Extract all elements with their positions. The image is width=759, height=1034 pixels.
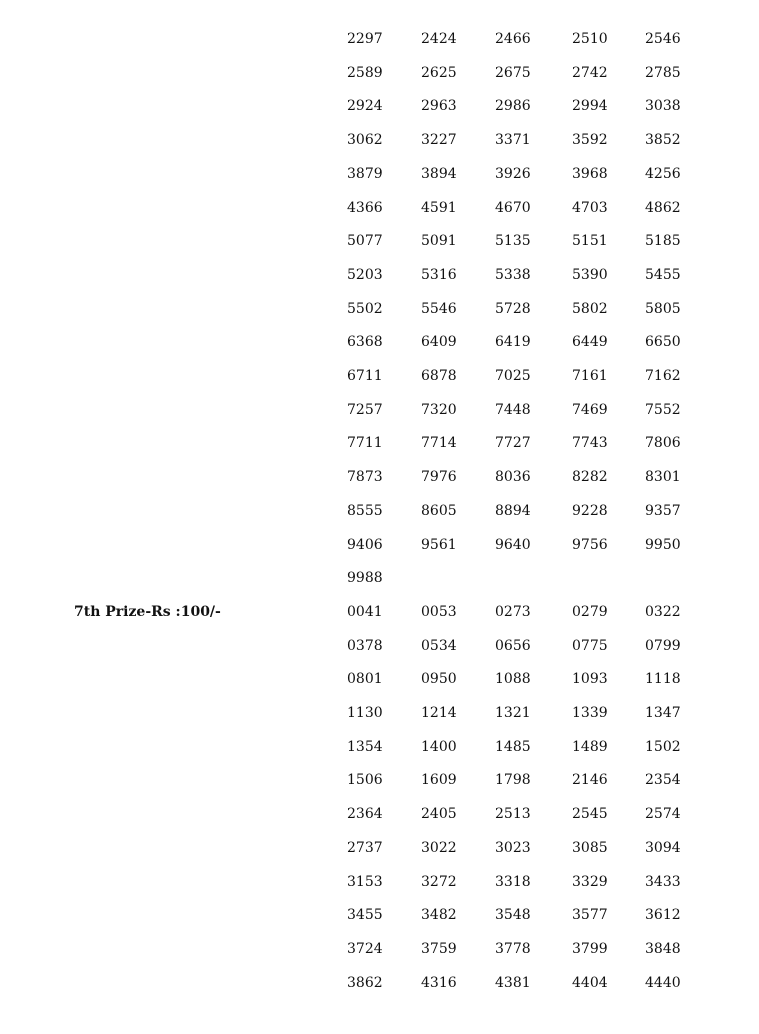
ticket-number: 1506: [347, 772, 383, 789]
ticket-number: 3227: [421, 132, 457, 149]
ticket-number: 3879: [347, 165, 383, 182]
ticket-number: 7162: [645, 368, 681, 384]
ticket-number: 1347: [645, 705, 681, 721]
ticket-number: 5390: [572, 266, 608, 283]
ticket-number: 3022: [421, 839, 457, 856]
ticket-number: 2546: [645, 31, 681, 47]
ticket-number: 1609: [421, 772, 457, 789]
ticket-number: 1093: [572, 671, 608, 688]
ticket-number: 7448: [495, 401, 531, 418]
number-row: [0, 198, 681, 218]
ticket-number: 2466: [495, 31, 531, 47]
ticket-number: 0799: [645, 637, 681, 654]
ticket-number: 3577: [572, 907, 608, 924]
ticket-number: 0273: [495, 603, 531, 620]
number-row: [0, 939, 681, 959]
ticket-number: 2354: [645, 772, 681, 789]
ticket-number: 6878: [421, 368, 457, 384]
number-row: [0, 366, 681, 386]
ticket-number: 3778: [495, 940, 531, 957]
number-row: [0, 433, 681, 453]
ticket-number: 0656: [495, 637, 531, 654]
ticket-number: 4440: [645, 974, 681, 991]
ticket-number: 3371: [495, 132, 531, 149]
ticket-number: 2545: [572, 806, 608, 823]
ticket-number: 9988: [347, 570, 383, 587]
ticket-number: 3592: [572, 132, 608, 149]
ticket-number: 2424: [421, 31, 457, 47]
ticket-number: 8894: [495, 502, 531, 519]
ticket-number: 9756: [572, 536, 608, 553]
ticket-number: 4381: [495, 974, 531, 991]
number-row: [0, 501, 681, 521]
ticket-number: 8605: [421, 502, 457, 519]
number-row: [0, 770, 681, 790]
number-row: [0, 838, 681, 858]
ticket-number: 5151: [572, 233, 608, 250]
ticket-number: 2785: [645, 64, 681, 81]
number-row: [0, 29, 681, 49]
prize-label: 7th Prize-Rs :100/-: [74, 603, 221, 620]
ticket-number: 5546: [421, 300, 457, 317]
ticket-number: 3023: [495, 839, 531, 856]
ticket-number: 2146: [572, 772, 608, 789]
ticket-number: 3094: [645, 839, 681, 856]
number-row: [0, 96, 681, 116]
ticket-number: 0041: [347, 603, 383, 620]
ticket-number: 7743: [572, 435, 608, 452]
ticket-number: 3153: [347, 873, 383, 890]
ticket-number: 7976: [421, 469, 457, 486]
ticket-number: 1088: [495, 671, 531, 688]
ticket-number: 3968: [572, 165, 608, 182]
number-row: [0, 130, 681, 150]
ticket-number: 8301: [645, 469, 681, 486]
ticket-number: 7727: [495, 435, 531, 452]
ticket-number: 3759: [421, 940, 457, 957]
ticket-number: 7320: [421, 401, 457, 418]
number-row: [0, 164, 681, 184]
ticket-number: 3926: [495, 165, 531, 182]
ticket-number: 1798: [495, 772, 531, 789]
ticket-number: 7714: [421, 435, 457, 452]
ticket-number: 5502: [347, 300, 383, 317]
ticket-number: 5805: [645, 300, 681, 317]
ticket-number: 2574: [645, 806, 681, 823]
ticket-number: 8282: [572, 469, 608, 486]
ticket-number: 5316: [421, 266, 457, 283]
ticket-number: 0775: [572, 637, 608, 654]
ticket-number: 0322: [645, 603, 681, 620]
ticket-number: 7469: [572, 401, 608, 418]
ticket-number: 2924: [347, 98, 383, 115]
ticket-number: 3062: [347, 132, 383, 149]
number-row: [0, 703, 681, 723]
ticket-number: 7873: [347, 469, 383, 486]
number-row: [0, 400, 681, 420]
ticket-number: 1354: [347, 738, 383, 755]
ticket-number: 7552: [645, 401, 681, 418]
ticket-number: 2675: [495, 64, 531, 81]
ticket-number: 3862: [347, 974, 383, 991]
ticket-number: 6449: [572, 334, 608, 351]
ticket-number: 4670: [495, 199, 531, 216]
ticket-number: 5802: [572, 300, 608, 317]
ticket-number: 2297: [347, 31, 383, 47]
ticket-number: 1485: [495, 738, 531, 755]
ticket-number: 9406: [347, 536, 383, 553]
ticket-number: 1118: [645, 671, 681, 688]
ticket-number: 8036: [495, 469, 531, 486]
ticket-number: 5077: [347, 233, 383, 250]
number-row: [0, 872, 681, 892]
number-row: [0, 568, 400, 588]
ticket-number: 0053: [421, 603, 457, 620]
ticket-number: 6711: [347, 368, 383, 384]
ticket-number: 1339: [572, 705, 608, 721]
number-row: [0, 602, 681, 622]
ticket-number: 4862: [645, 199, 681, 216]
ticket-number: 2737: [347, 839, 383, 856]
ticket-number: 5135: [495, 233, 531, 250]
ticket-number: 4591: [421, 199, 457, 216]
ticket-number: 9357: [645, 502, 681, 519]
ticket-number: 2986: [495, 98, 531, 115]
ticket-number: 3085: [572, 839, 608, 856]
ticket-number: 4366: [347, 199, 383, 216]
number-row: [0, 535, 681, 555]
ticket-number: 3852: [645, 132, 681, 149]
number-row: [0, 973, 681, 993]
ticket-number: 6368: [347, 334, 383, 351]
ticket-number: 9950: [645, 536, 681, 553]
ticket-number: 7161: [572, 368, 608, 384]
ticket-number: 3612: [645, 907, 681, 924]
ticket-number: 3799: [572, 940, 608, 957]
ticket-number: 0378: [347, 637, 383, 654]
ticket-number: 1489: [572, 738, 608, 755]
ticket-number: 2510: [572, 31, 608, 47]
ticket-number: 7025: [495, 368, 531, 384]
ticket-number: 7806: [645, 435, 681, 452]
number-row: [0, 636, 681, 656]
ticket-number: 3272: [421, 873, 457, 890]
ticket-number: 5728: [495, 300, 531, 317]
ticket-number: 4256: [645, 165, 681, 182]
ticket-number: 5091: [421, 233, 457, 250]
ticket-number: 3318: [495, 873, 531, 890]
ticket-number: 1502: [645, 738, 681, 755]
number-row: [0, 804, 681, 824]
ticket-number: 3455: [347, 907, 383, 924]
ticket-number: 2963: [421, 98, 457, 115]
ticket-number: 9561: [421, 536, 457, 553]
ticket-number: 6419: [495, 334, 531, 351]
number-row: [0, 737, 681, 757]
ticket-number: 4316: [421, 974, 457, 991]
ticket-number: 6409: [421, 334, 457, 351]
ticket-number: 5185: [645, 233, 681, 250]
ticket-number: 1214: [421, 705, 457, 721]
ticket-number: 4703: [572, 199, 608, 216]
ticket-number: 1321: [495, 705, 531, 721]
ticket-number: 0950: [421, 671, 457, 688]
ticket-number: 3038: [645, 98, 681, 115]
number-row: [0, 63, 681, 83]
ticket-number: 2364: [347, 806, 383, 823]
ticket-number: 0534: [421, 637, 457, 654]
number-row: [0, 669, 681, 689]
number-row: [0, 332, 681, 352]
ticket-number: 0801: [347, 671, 383, 688]
ticket-number: 6650: [645, 334, 681, 351]
ticket-number: 2625: [421, 64, 457, 81]
ticket-number: 5338: [495, 266, 531, 283]
ticket-number: 2405: [421, 806, 457, 823]
ticket-number: 1400: [421, 738, 457, 755]
ticket-number: 5203: [347, 266, 383, 283]
number-row: [0, 299, 681, 319]
ticket-number: 3724: [347, 940, 383, 957]
ticket-number: 3548: [495, 907, 531, 924]
number-row: [0, 467, 681, 487]
ticket-number: 4404: [572, 974, 608, 991]
ticket-number: 7257: [347, 401, 383, 418]
ticket-number: 5455: [645, 266, 681, 283]
number-row: [0, 905, 681, 925]
number-row: [0, 265, 681, 285]
ticket-number: 3433: [645, 873, 681, 890]
ticket-number: 8555: [347, 502, 383, 519]
ticket-number: 3848: [645, 940, 681, 957]
ticket-number: 9228: [572, 502, 608, 519]
ticket-number: 9640: [495, 536, 531, 553]
ticket-number: 2994: [572, 98, 608, 115]
ticket-number: 2513: [495, 806, 531, 823]
ticket-number: 3482: [421, 907, 457, 924]
ticket-number: 7711: [347, 435, 383, 452]
ticket-number: 0279: [572, 603, 608, 620]
ticket-number: 2589: [347, 64, 383, 81]
ticket-number: 3894: [421, 165, 457, 182]
ticket-number: 1130: [347, 705, 383, 721]
ticket-number: 3329: [572, 873, 608, 890]
number-row: [0, 231, 681, 251]
ticket-number: 2742: [572, 64, 608, 81]
